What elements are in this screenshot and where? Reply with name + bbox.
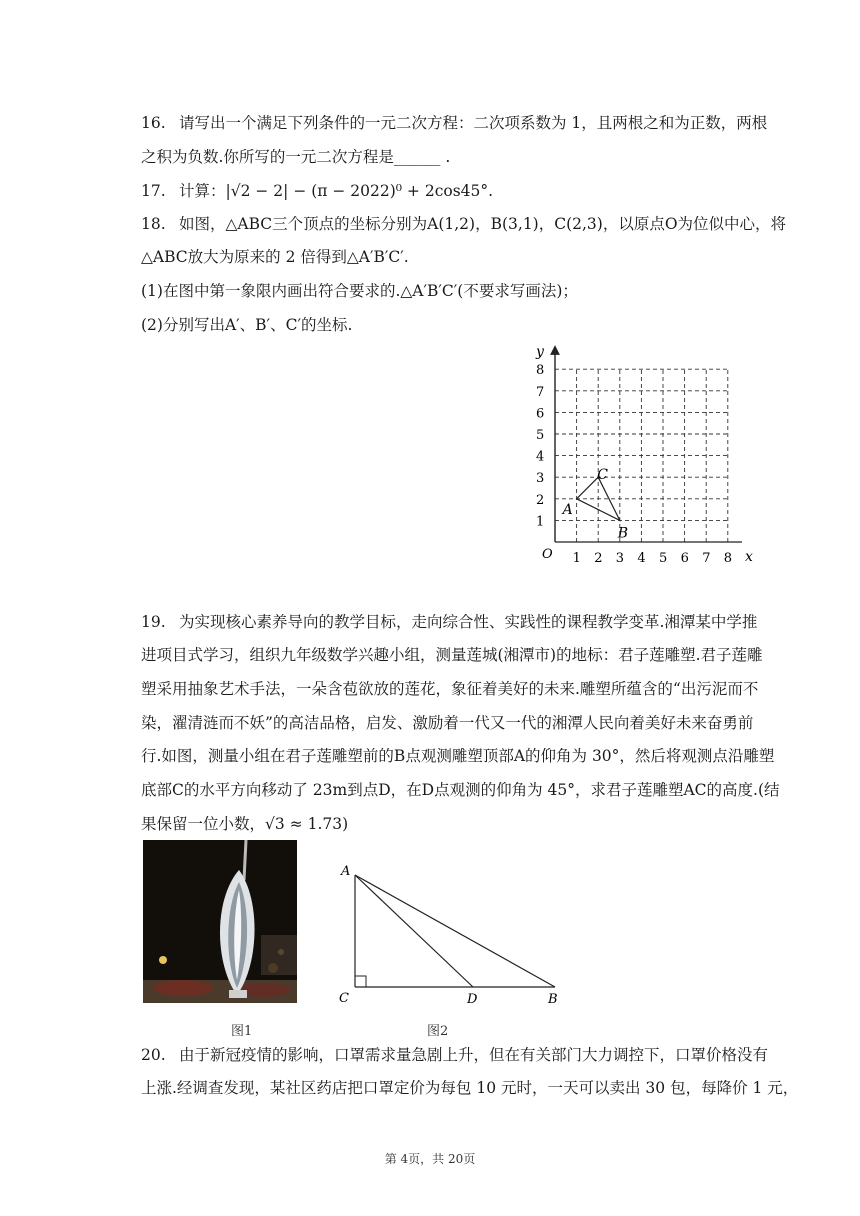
figure-2-caption: 图2 xyxy=(427,1024,449,1039)
q18-part-2: (2)分别写出A′、B′、C′的坐标. xyxy=(141,316,353,334)
grid-lines xyxy=(555,369,728,542)
point-a-label: A xyxy=(341,864,351,879)
x-tick-labels xyxy=(573,551,732,566)
y-tick-label: 1 xyxy=(536,514,545,530)
q19-line-7: 果保留一位小数，√3 ≈ 1.73) xyxy=(141,815,349,833)
q19-line-2: 进项目式学习，组织九年级数学兴趣小组，测量莲城(湘潭市)的地标：君子莲雕塑.君子莲雕 xyxy=(141,646,763,664)
coordinate-grid-figure xyxy=(528,340,760,570)
x-tick-label: 2 xyxy=(594,551,603,566)
q19-line-1 xyxy=(141,612,761,632)
page-footer: 第 4页，共 20页 xyxy=(384,1152,476,1166)
point-d-label: D xyxy=(467,992,478,1007)
q18-part-1: (1)在图中第一象限内画出符合要求的.△A′B′C′(不要求写画法)； xyxy=(141,282,578,300)
q16-line-2: 之积为负数.你所写的一元二次方程是______ . xyxy=(141,148,451,166)
figure-1-caption: 图1 xyxy=(231,1024,253,1039)
vertex-label-b: B xyxy=(617,525,629,542)
q20-text: 由于新冠疫情的影响，口罩需求量急剧上升，但在有关部门大力调控下，口罩价格没有 xyxy=(179,1046,769,1064)
q20-number: 20. xyxy=(141,1046,166,1064)
q19-line-4: 染，濯清涟而不妖”的高洁品格，启发、激励着一代又一代的湘潭人民向着美好未来奋勇前 xyxy=(141,714,754,732)
y-tick-label: 8 xyxy=(536,363,545,379)
x-tick-label: 1 xyxy=(572,551,581,566)
y-tick-labels xyxy=(536,363,544,529)
q20-line-2: 上涨.经调查发现，某社区药店把口罩定价为每包 10 元时，一天可以卖出 30 包，每降价 1 元， xyxy=(141,1079,799,1097)
origin-label: O xyxy=(542,547,553,562)
y-axis-label: y xyxy=(536,344,544,360)
q17-number: 17. xyxy=(141,182,166,200)
q17-line xyxy=(141,181,761,201)
q19-line-6: 底部C的水平方向移动了 23m到点D，在D点观测的仰角为 45°，求君子莲雕塑AC的高度.(结 xyxy=(141,781,780,799)
y-tick-label: 3 xyxy=(536,471,545,487)
q16-number: 16. xyxy=(141,114,166,132)
x-tick-label: 6 xyxy=(680,551,689,566)
q18-line-2: △ABC放大为原来的 2 倍得到△A′B′C′. xyxy=(141,248,409,266)
x-tick-label: 4 xyxy=(637,551,646,566)
y-tick-label: 6 xyxy=(536,406,545,422)
q19-line-5: 行.如图，测量小组在君子莲雕塑前的B点观测雕塑顶部A的仰角为 30°，然后将观测点沿雕塑 xyxy=(141,747,775,765)
q18-line-1 xyxy=(141,214,787,234)
q19-line-3: 塑采用抽象艺术手法，一朵含苞欲放的莲花，象征着美好的未来.雕塑所蕴含的“出污泥而不 xyxy=(141,680,759,698)
x-tick-label: 8 xyxy=(723,551,733,566)
x-tick-label: 3 xyxy=(615,551,625,566)
q17-text: 计算：|√2 − 2| − (π − 2022)⁰ + 2cos45°. xyxy=(179,182,494,200)
y-tick-label: 5 xyxy=(536,428,545,443)
y-tick-label: 2 xyxy=(536,492,545,508)
q19-number: 19. xyxy=(141,613,166,631)
point-c-label: C xyxy=(339,991,349,1006)
q18-text: 如图，△ABC三个顶点的坐标分别为A(1,2)，B(3,1)，C(2,3)，以原点O为位似中心，将 xyxy=(179,215,787,233)
y-tick-label: 4 xyxy=(536,449,545,465)
q18-number: 18. xyxy=(141,215,166,233)
q16-text: 请写出一个满足下列条件的一元二次方程：二次项系数为 1，且两根之和为正数，两根 xyxy=(179,114,768,132)
y-tick-label: 7 xyxy=(536,384,545,400)
triangle-diagram xyxy=(335,855,575,1015)
x-axis-label: x xyxy=(745,549,753,565)
q20-line-1 xyxy=(141,1045,769,1065)
vertex-label-c: C xyxy=(597,467,608,484)
q19-text-first: 为实现核心素养导向的教学目标，走向综合性、实践性的课程教学变革.湘潭某中学推 xyxy=(179,613,758,631)
point-b-label: B xyxy=(548,992,558,1007)
x-tick-label: 7 xyxy=(702,551,711,566)
sculpture-photo xyxy=(143,840,297,1003)
right-angle-mark xyxy=(355,976,366,987)
vertex-label-a: A xyxy=(562,501,573,518)
q16-line-1 xyxy=(141,113,768,133)
x-tick-label: 5 xyxy=(659,551,668,566)
